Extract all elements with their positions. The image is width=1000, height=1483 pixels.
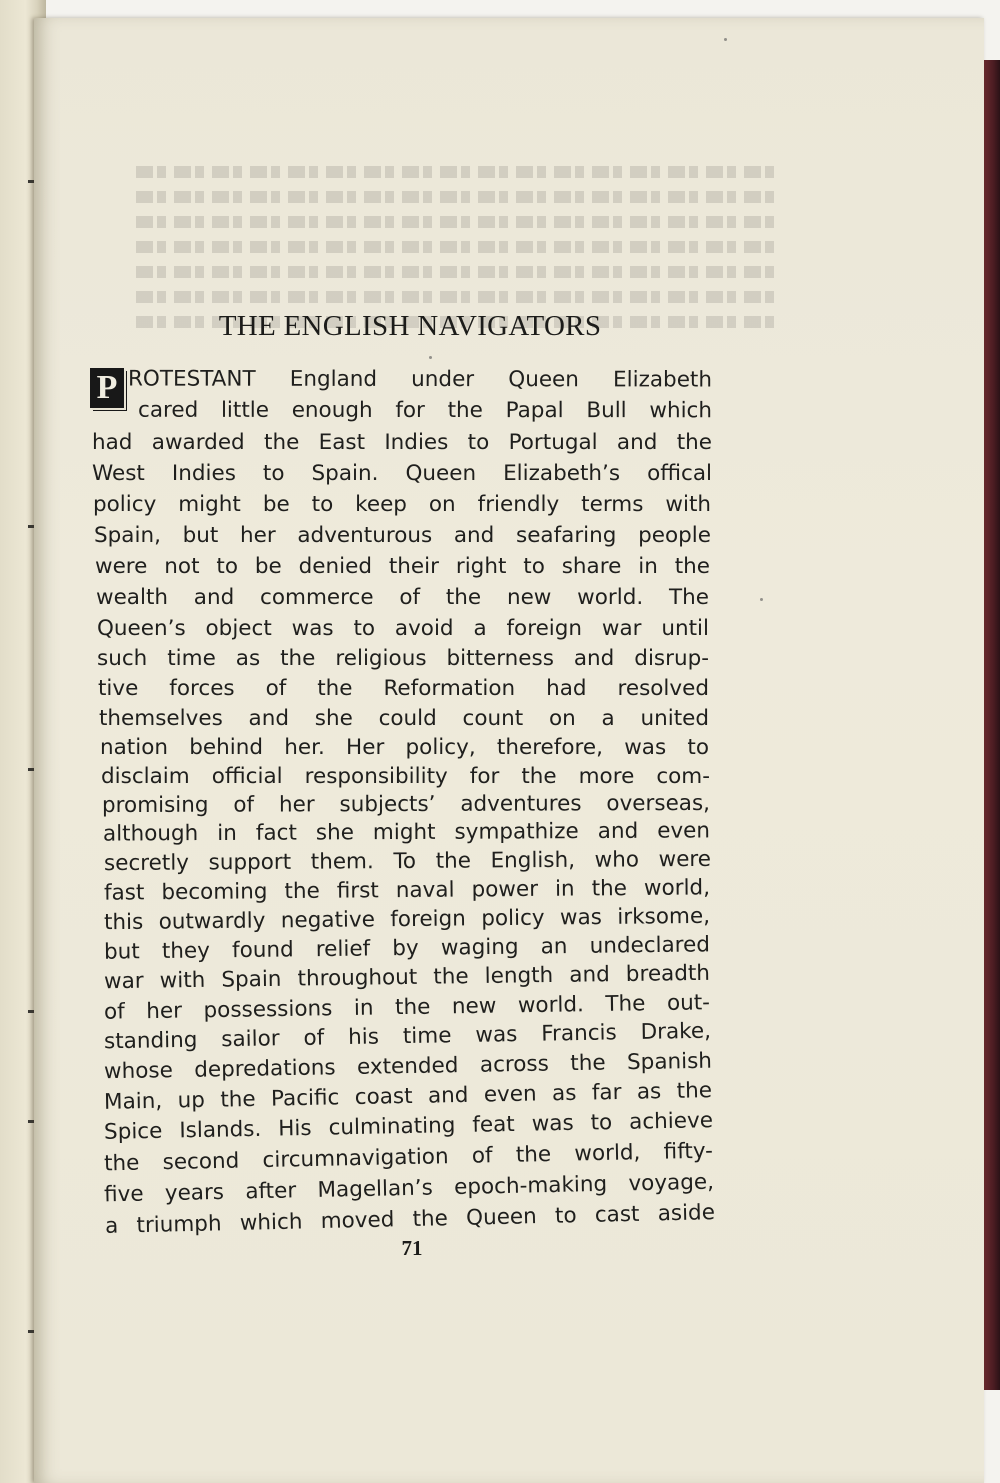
- text-line: disclaim official responsibility for the more com-: [101, 764, 710, 789]
- text-line: had awarded the East Indies to Portugal and the: [92, 430, 712, 455]
- drop-cap-initial: P: [90, 368, 124, 408]
- text-line: West Indies to Spain. Queen Elizabeth’s offical: [92, 461, 712, 486]
- text-line: ROTESTANT England under Queen Elizabeth: [127, 366, 713, 393]
- text-line: of her possessions in the new world. The out-: [103, 990, 711, 1025]
- text-line: Queen’s object was to avoid a foreign war until: [97, 616, 709, 641]
- text-line: fast becoming the first naval power in the world,: [103, 875, 711, 906]
- text-line: although in fact she might sympathize and even: [102, 818, 711, 847]
- text-line: policy might be to keep on friendly terms with: [93, 492, 711, 517]
- text-line: five years after Magellan’s epoch-making voyage,: [103, 1169, 715, 1208]
- text-line: a triumph which moved the Queen to cast aside: [104, 1200, 716, 1239]
- text-line: themselves and she could count on a united: [99, 706, 709, 731]
- text-line: Main, up the Pacific coast and even as far as the: [103, 1078, 713, 1115]
- text-line: cared little enough for the Papal Bull which: [137, 397, 713, 424]
- text-line: wealth and commerce of the new world. The: [96, 585, 709, 610]
- text-line: were not to be denied their right to share in the: [95, 554, 710, 579]
- text-line: Spice Islands. His culminating feat was to achieve: [103, 1108, 714, 1145]
- text-line: tive forces of the Reformation had resolved: [98, 676, 709, 701]
- text-line: whose depredations extended across the Spanish: [103, 1048, 713, 1085]
- text-line: standing sailor of his time was Francis Drake,: [103, 1018, 712, 1055]
- text-line: such time as the religious bitterness and disrup-: [97, 646, 709, 671]
- text-line: war with Spain throughout the length and breadth: [103, 960, 711, 995]
- text-line: but they found relief by waging an undeclared: [103, 932, 711, 965]
- text-line: this outwardly negative foreign policy was irksome,: [103, 903, 711, 936]
- text-line: the second circumnavigation of the world, fifty-: [103, 1138, 714, 1177]
- text-line: Spain, but her adventurous and seafaring people: [94, 523, 711, 548]
- chapter-title: THE ENGLISH NAVIGATORS: [218, 310, 602, 342]
- text-line: nation behind her. Her policy, therefore, was to: [100, 735, 709, 760]
- text-line: promising of her subjects’ adventures overseas,: [101, 790, 711, 819]
- page-number: 71: [401, 1236, 423, 1260]
- text-line: secretly support them. To the English, who were: [103, 846, 712, 877]
